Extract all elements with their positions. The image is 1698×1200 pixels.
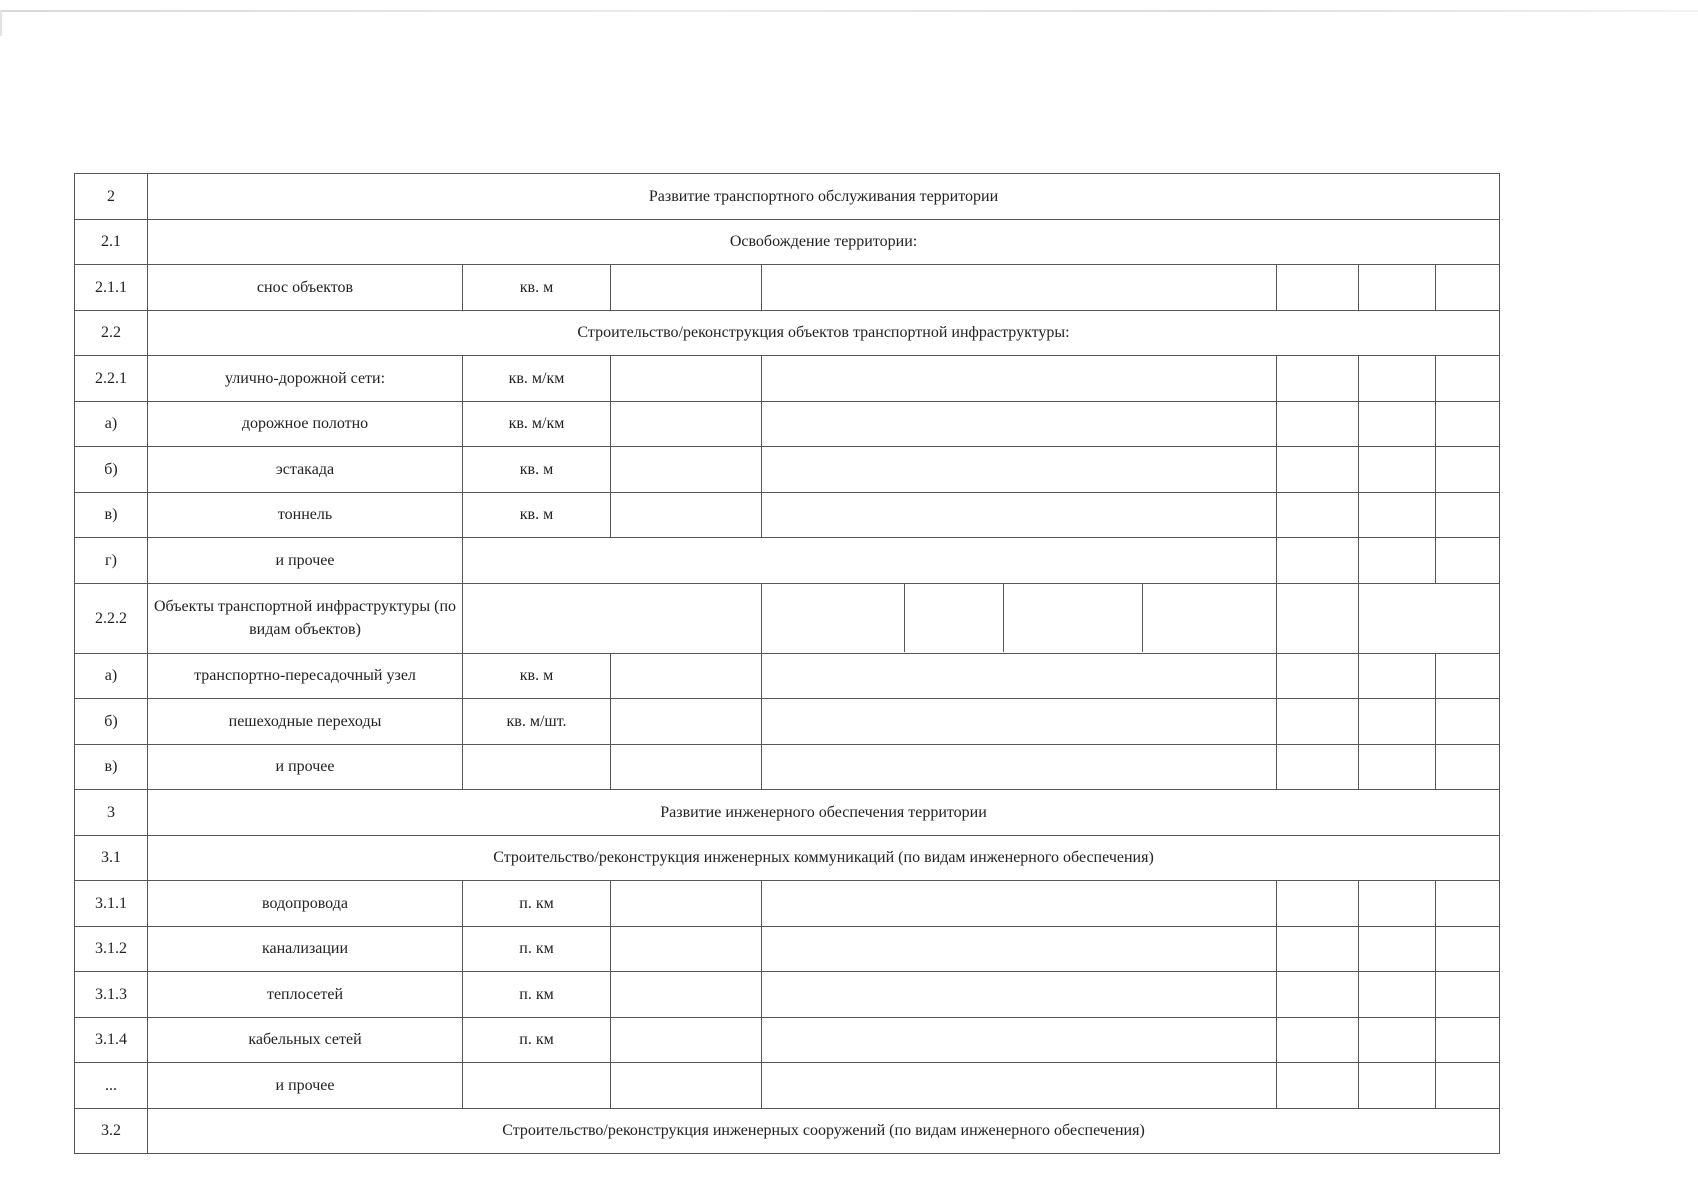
- empty-cell: [1436, 653, 1500, 699]
- subdivided-cell-parts: [762, 584, 1276, 652]
- unit-cell: кв. м: [463, 447, 611, 493]
- row-number: а): [75, 401, 148, 447]
- empty-cell: [1277, 926, 1359, 972]
- empty-cell: [611, 926, 762, 972]
- unit-cell: кв. м/км: [463, 401, 611, 447]
- empty-cell: [611, 447, 762, 493]
- empty-cell: [762, 653, 1277, 699]
- item-name: водопровода: [148, 881, 463, 927]
- scan-top-edge: [0, 10, 1698, 12]
- table-row: [75, 699, 1500, 745]
- unit-cell: кв. м: [463, 653, 611, 699]
- merged-empty-cell: [463, 583, 762, 653]
- item-name: транспортно-пересадочный узел: [148, 653, 463, 699]
- territory-development-table: [74, 173, 1500, 1154]
- table-row: [75, 744, 1500, 790]
- empty-cell: [762, 356, 1277, 402]
- unit-cell: п. км: [463, 1017, 611, 1063]
- empty-cell: [762, 881, 1277, 927]
- empty-cell: [762, 401, 1277, 447]
- row-number: 3.1: [75, 835, 148, 881]
- empty-cell: [611, 744, 762, 790]
- empty-cell: [1277, 265, 1359, 311]
- empty-cell: [1359, 265, 1436, 311]
- row-number: г): [75, 538, 148, 584]
- item-name: пешеходные переходы: [148, 699, 463, 745]
- table-row: [75, 881, 1500, 927]
- empty-cell: [1277, 538, 1359, 584]
- section-row: [75, 310, 1500, 356]
- table-row: [75, 492, 1500, 538]
- merged-empty-cell: [1359, 583, 1500, 653]
- empty-cell: [1359, 492, 1436, 538]
- item-name: эстакада: [148, 447, 463, 493]
- empty-cell: [611, 1017, 762, 1063]
- scan-left-edge: [0, 10, 2, 36]
- section-title: Развитие инженерного обеспечения территории: [148, 790, 1500, 836]
- empty-cell: [463, 744, 611, 790]
- empty-cell: [1436, 401, 1500, 447]
- empty-cell: [1436, 699, 1500, 745]
- empty-cell: [1359, 356, 1436, 402]
- table-row: [75, 653, 1500, 699]
- empty-cell: [1359, 744, 1436, 790]
- item-name: и прочее: [148, 538, 463, 584]
- unit-cell: п. км: [463, 926, 611, 972]
- table-row: [75, 401, 1500, 447]
- row-number: в): [75, 744, 148, 790]
- row-number: 2.1: [75, 219, 148, 265]
- empty-cell: [1277, 447, 1359, 493]
- table-row: [75, 1017, 1500, 1063]
- empty-cell: [1277, 356, 1359, 402]
- empty-cell: [762, 447, 1277, 493]
- empty-cell: [1436, 972, 1500, 1018]
- empty-cell: [1359, 447, 1436, 493]
- section-row: [75, 219, 1500, 265]
- empty-cell: [1359, 401, 1436, 447]
- section-row: [75, 174, 1500, 220]
- empty-cell: [1277, 972, 1359, 1018]
- unit-cell: кв. м/км: [463, 356, 611, 402]
- sub-cell: [1004, 584, 1143, 652]
- unit-cell: кв. м: [463, 265, 611, 311]
- sub-cell: [762, 584, 905, 652]
- empty-cell: [762, 926, 1277, 972]
- empty-cell: [611, 881, 762, 927]
- empty-cell: [1436, 926, 1500, 972]
- item-name: Объекты транспортной инфраструктуры (по видам объектов): [148, 583, 463, 653]
- row-number: 3: [75, 790, 148, 836]
- row-number: 2.2.1: [75, 356, 148, 402]
- item-name: и прочее: [148, 744, 463, 790]
- row-number: 3.1.4: [75, 1017, 148, 1063]
- section-row: [75, 790, 1500, 836]
- empty-cell: [1359, 653, 1436, 699]
- table-row: [75, 1063, 1500, 1109]
- empty-cell: [611, 1063, 762, 1109]
- row-number: б): [75, 699, 148, 745]
- section-row: [75, 835, 1500, 881]
- empty-cell: [1436, 1063, 1500, 1109]
- table-row: [75, 538, 1500, 584]
- row-number: 2.2.2: [75, 583, 148, 653]
- table-row: [75, 926, 1500, 972]
- row-number: ...: [75, 1063, 148, 1109]
- empty-cell: [762, 1017, 1277, 1063]
- empty-cell: [762, 265, 1277, 311]
- empty-cell: [1436, 1017, 1500, 1063]
- table-row: [75, 972, 1500, 1018]
- empty-cell: [1436, 881, 1500, 927]
- section-title: Развитие транспортного обслуживания территории: [148, 174, 1500, 220]
- row-number: б): [75, 447, 148, 493]
- empty-cell: [762, 699, 1277, 745]
- empty-cell: [611, 356, 762, 402]
- empty-cell: [1277, 653, 1359, 699]
- sub-cell: [1143, 584, 1276, 652]
- item-name: теплосетей: [148, 972, 463, 1018]
- sub-cell: [905, 584, 1004, 652]
- row-number: а): [75, 653, 148, 699]
- empty-cell: [1436, 492, 1500, 538]
- row-number: 3.1.2: [75, 926, 148, 972]
- empty-cell: [1436, 538, 1500, 584]
- empty-cell: [1277, 1017, 1359, 1063]
- row-number: в): [75, 492, 148, 538]
- empty-cell: [1359, 881, 1436, 927]
- empty-cell: [1359, 972, 1436, 1018]
- item-name: дорожное полотно: [148, 401, 463, 447]
- section-title: Освобождение территории:: [148, 219, 1500, 265]
- empty-cell: [611, 699, 762, 745]
- item-name: и прочее: [148, 1063, 463, 1109]
- empty-cell: [1277, 492, 1359, 538]
- unit-cell: п. км: [463, 972, 611, 1018]
- unit-cell: кв. м/шт.: [463, 699, 611, 745]
- item-name: кабельных сетей: [148, 1017, 463, 1063]
- table-row: [75, 583, 1500, 653]
- empty-cell: [1359, 1063, 1436, 1109]
- empty-cell: [1436, 744, 1500, 790]
- empty-cell: [1277, 699, 1359, 745]
- empty-cell: [762, 744, 1277, 790]
- empty-cell: [1436, 356, 1500, 402]
- table-row: [75, 356, 1500, 402]
- item-name: канализации: [148, 926, 463, 972]
- empty-cell: [1359, 926, 1436, 972]
- subdivided-cell: [762, 583, 1277, 653]
- empty-cell: [1277, 744, 1359, 790]
- row-number: 2.2: [75, 310, 148, 356]
- table-row: [75, 447, 1500, 493]
- empty-cell: [611, 265, 762, 311]
- row-number: 3.1.3: [75, 972, 148, 1018]
- empty-cell: [611, 972, 762, 1018]
- empty-cell: [1359, 538, 1436, 584]
- unit-cell: п. км: [463, 881, 611, 927]
- empty-cell: [1277, 583, 1359, 653]
- empty-cell: [762, 1063, 1277, 1109]
- empty-cell: [1436, 265, 1500, 311]
- empty-cell: [463, 1063, 611, 1109]
- empty-cell: [1359, 699, 1436, 745]
- empty-cell: [611, 401, 762, 447]
- empty-cell: [611, 492, 762, 538]
- row-number: 2.1.1: [75, 265, 148, 311]
- row-number: 3.1.1: [75, 881, 148, 927]
- section-title: Строительство/реконструкция инженерных сооружений (по видам инженерного обеспечения): [148, 1108, 1500, 1154]
- section-row: [75, 1108, 1500, 1154]
- item-name: улично-дорожной сети:: [148, 356, 463, 402]
- merged-empty-cell: [463, 538, 1277, 584]
- table-row: [75, 265, 1500, 311]
- row-number: 2: [75, 174, 148, 220]
- empty-cell: [1359, 1017, 1436, 1063]
- item-name: тоннель: [148, 492, 463, 538]
- empty-cell: [762, 972, 1277, 1018]
- unit-cell: кв. м: [463, 492, 611, 538]
- section-title: Строительство/реконструкция объектов транспортной инфраструктуры:: [148, 310, 1500, 356]
- item-name: снос объектов: [148, 265, 463, 311]
- empty-cell: [1277, 401, 1359, 447]
- empty-cell: [1277, 881, 1359, 927]
- empty-cell: [762, 492, 1277, 538]
- empty-cell: [1277, 1063, 1359, 1109]
- empty-cell: [611, 653, 762, 699]
- row-number: 3.2: [75, 1108, 148, 1154]
- section-title: Строительство/реконструкция инженерных коммуникаций (по видам инженерного обеспечения): [148, 835, 1500, 881]
- empty-cell: [1436, 447, 1500, 493]
